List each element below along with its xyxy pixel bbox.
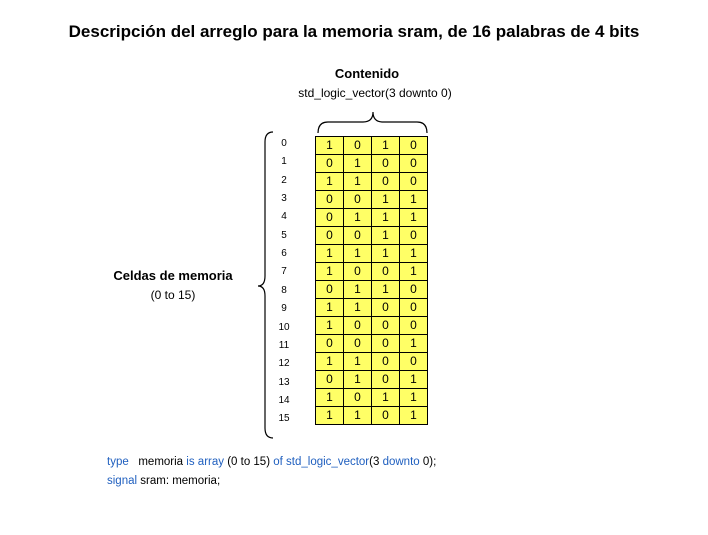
row-index: 15 (278, 413, 290, 425)
bit-cell: 1 (316, 407, 344, 425)
bit-cell: 1 (344, 155, 372, 173)
type-name: memoria (138, 456, 184, 468)
memory-row (316, 245, 428, 263)
memory-row (316, 335, 428, 353)
bit-cell: 1 (400, 371, 428, 389)
row-index: 8 (281, 284, 287, 296)
code-tail: 0); (422, 456, 437, 468)
memory-row (316, 407, 428, 425)
bit-cell: 1 (316, 245, 344, 263)
memory-row (316, 371, 428, 389)
bit-cell: 0 (316, 335, 344, 353)
row-index: 0 (281, 138, 287, 149)
row-index: 9 (281, 303, 287, 315)
bit-cell: 1 (372, 281, 400, 299)
bit-cell: 1 (344, 371, 372, 389)
bit-cell: 0 (400, 137, 428, 155)
contenido-label: Contenido (334, 66, 400, 81)
memory-row (316, 389, 428, 407)
kw-of: of (273, 456, 283, 468)
bit-cell: 0 (400, 299, 428, 317)
bit-cell: 1 (316, 389, 344, 407)
bit-cell: 0 (344, 137, 372, 155)
bit-cell: 0 (400, 281, 428, 299)
row-index: 7 (281, 266, 287, 278)
bit-cell: 1 (400, 407, 428, 425)
bit-cell: 1 (372, 245, 400, 263)
bit-cell: 1 (344, 173, 372, 191)
bit-cell: 0 (344, 263, 372, 281)
diagram-title: Descripción del arreglo para la memoria sram, de 16 palabras de 4 bits (68, 22, 640, 41)
bit-cell: 0 (344, 335, 372, 353)
memory-row (316, 191, 428, 209)
bit-cell: 0 (400, 227, 428, 245)
row-index: 12 (278, 358, 290, 370)
code-line-2 (107, 475, 220, 487)
bit-cell: 1 (400, 389, 428, 407)
bit-cell: 0 (372, 371, 400, 389)
element-type: std_logic_vector (286, 456, 370, 468)
bit-cell: 0 (400, 353, 428, 371)
bit-cell: 1 (372, 191, 400, 209)
bit-cell: 1 (372, 137, 400, 155)
bit-cell: 1 (400, 335, 428, 353)
kw-signal: signal (107, 475, 138, 487)
bit-cell: 1 (316, 263, 344, 281)
bit-cell: 1 (344, 245, 372, 263)
bit-cell: 0 (344, 389, 372, 407)
signal-decl: sram: memoria; (140, 475, 221, 487)
bit-cell: 0 (372, 299, 400, 317)
memory-row (316, 173, 428, 191)
row-index: 5 (281, 229, 287, 241)
bit-cell: 1 (316, 173, 344, 191)
row-index: 3 (281, 193, 287, 205)
bit-cell: 0 (400, 317, 428, 335)
row-index: 6 (281, 248, 287, 260)
bit-cell: 1 (372, 389, 400, 407)
top-brace (318, 112, 427, 133)
bit-cell: 1 (344, 407, 372, 425)
bit-cell: 0 (344, 191, 372, 209)
celdas-range: (0 to 15) (150, 288, 196, 302)
bit-cell: 0 (316, 371, 344, 389)
bit-cell: 0 (316, 155, 344, 173)
bit-cell: 0 (316, 209, 344, 227)
bit-cell: 0 (316, 227, 344, 245)
array-range: (0 to 15) (227, 456, 271, 468)
bit-cell: 0 (400, 155, 428, 173)
kw-is: is (186, 456, 195, 468)
row-index: 10 (278, 321, 290, 333)
bit-cell: 0 (372, 173, 400, 191)
memory-row (316, 263, 428, 281)
row-index: 13 (278, 376, 290, 388)
bit-cell: 1 (344, 209, 372, 227)
bit-cell: 1 (400, 209, 428, 227)
bit-cell: 1 (316, 299, 344, 317)
row-index: 11 (278, 339, 290, 351)
bit-cell: 0 (372, 407, 400, 425)
bit-cell: 0 (372, 335, 400, 353)
bit-cell: 1 (316, 137, 344, 155)
bit-cell: 1 (400, 263, 428, 281)
bit-cell: 0 (316, 191, 344, 209)
bit-cell: 0 (400, 173, 428, 191)
code-line-1 (107, 456, 436, 468)
memory-row (316, 137, 428, 155)
memory-row (316, 317, 428, 335)
kw-array: array (197, 456, 224, 468)
bit-cell: 1 (372, 227, 400, 245)
memory-row (316, 227, 428, 245)
bit-cell: 1 (344, 353, 372, 371)
celdas-label: Celdas de memoria (113, 268, 233, 283)
bit-cell: 0 (344, 317, 372, 335)
bit-cell: 1 (344, 299, 372, 317)
bit-cell: 1 (400, 245, 428, 263)
bit-cell: 0 (316, 281, 344, 299)
memory-grid (315, 136, 428, 425)
bit-cell: 1 (400, 191, 428, 209)
bit-cell: 1 (316, 353, 344, 371)
bit-cell: 0 (372, 353, 400, 371)
row-index: 2 (281, 174, 287, 186)
row-index: 4 (281, 211, 287, 223)
memory-row (316, 281, 428, 299)
bit-cell: 0 (372, 155, 400, 173)
memory-row (316, 155, 428, 173)
bit-cell: 1 (344, 281, 372, 299)
memory-row (316, 209, 428, 227)
bit-cell: 0 (372, 263, 400, 281)
kw-type: type (107, 456, 129, 468)
row-index: 1 (281, 156, 287, 168)
bit-cell: 0 (372, 317, 400, 335)
memory-row (316, 353, 428, 371)
memory-row (316, 299, 428, 317)
bit-cell: 0 (344, 227, 372, 245)
bit-cell: 1 (316, 317, 344, 335)
contenido-type: std_logic_vector(3 downto 0) (298, 86, 452, 100)
paren-open: (3 (369, 456, 380, 468)
row-index: 14 (278, 394, 290, 406)
kw-downto: downto (382, 456, 420, 468)
bit-cell: 1 (372, 209, 400, 227)
